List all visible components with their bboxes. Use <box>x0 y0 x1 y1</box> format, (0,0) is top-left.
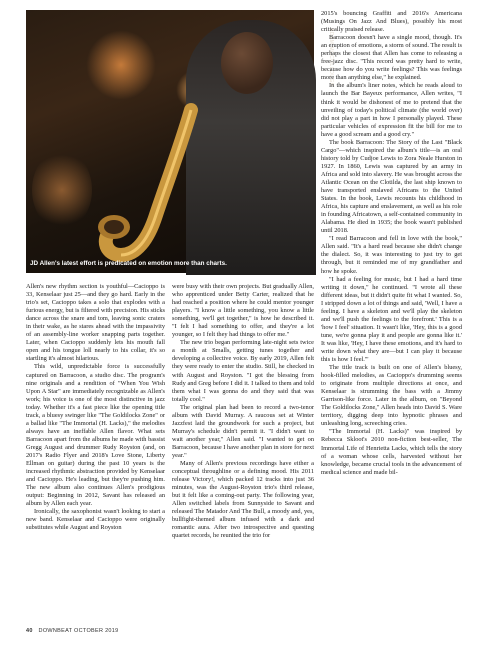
page-number: 40 <box>26 628 33 634</box>
paragraph: The book Barracoon: The Story of the Last "Black Cargo"—which inspired the album's title—is an oral history told by Cudjoe Lewis to Zora Neale Hurston in 1927. In 1860, Lewis was captured by an army in Africa and sold into slavery. He was brought across the Atlantic Ocean on the Clotilda, the last ship known to have transported enslaved Africans to the United States. In the book, Lewis recounts his childhood in Africa, his capture and enslavement, as well as his role in founding Africatown, a self-contained community in Alabama. He died in 1935; the book wasn't published until 2018. <box>321 138 462 235</box>
paragraph: "I read Barracoon and fell in love with the book," Allen said. "It's a hard read because she didn't change the dialect. So, it was interesting to just try to get through, but it reminded me of my grandfather and how he spoke. <box>321 235 462 275</box>
background-light <box>86 30 156 100</box>
paragraph: The original plan had been to record a two-tenor album with David Murray. A raucous set at Winter Jazzfest laid the groundwork for such a project, but Murray's schedule didn't permit it. "I didn't want to wait another year," Allen said. "I wanted to get on Barracoon, because I have another plan in store for next year." <box>172 403 314 459</box>
page-footer <box>26 628 119 634</box>
paragraph: Allen's new rhythm section is youthful—Cacioppo is 33, Kenselaar just 25—and they go hard. Early in the trio's set, Cacioppo takes a solo that explodes with a furious energy, but is filtered with precision. His sticks dance across the snare and tom, leaving sonic craters in their wake, as he stares ahead with the impassivity of an assembly-line worker snapping parts together. Later, when Cacioppo suddenly lets his mouth fall open and his tongue loll nearly to his collar, it's so startling it's almost hilarious. <box>26 283 166 363</box>
paragraph: In the album's liner notes, which he reads aloud to launch the Bar Bayeux performance, Allen writes, "I think it would be dishonest of me to pretend that the unveiling of today's political climate (the world over) did not play a part in how I personally played. These particular vehicles of expression fit the bill for me to have a good scream and a good cry." <box>321 82 462 138</box>
paragraph: This wild, unpredictable force is successfully captured on Barracoon, a studio disc. The program's nine originals and a rendition of "When You Wish Upon A Star" are immediately recognizable as Allen's work; his voice is one of the most distinctive in jazz today. Whether it's a fast piece like the opening title track, a bluesy swinger like "The Goldilocks Zone" or a ballad like "The Immortal (H. Lacks)," the melodies always have an ineffable Allen flavor. What sets Barracoon apart from the albums he made with bassist Gregg August and drummer Rudy Royston (and, on 2017's Radio Flyer and 2018's Love Stone, Liberty Ellman on guitar) during the past 10 years is the increased rhythmic abstraction provided by Kenselaar and Cacioppo. He's leading, but they're pushing him. The new album also continues Allen's prodigious output: Beginning in 2012, Savant has released an album by Allen each year. <box>26 363 165 508</box>
paragraph: "I had a feeling for music, but I had a hard time writing it down," he continued. "I wrote all these different ideas, but it didn't quite fit what I wanted. So, I stripped down a lot of things and said, 'Well, I have a feeling. I have a skeleton and we'll play the skeleton and we'll push the feelings to the forefront.' This is a 'how I feel' situation. It wasn't like, 'Hey, this is a good tune, we're gonna play it and people are gonna like it.' It was like, 'Hey, I have these emotions, and it's hard to write down what they are—but I can play it because this is how I feel.'" <box>321 275 462 364</box>
paragraph: The new trio began performing late-night sets twice a month at Smalls, getting tunes together and developing a collective voice. By early 2019, Allen felt they were ready to enter the studio. Still, he checked in with August and Royston. "I got the blessing from Rudy and Greg before I did it. I talked to them and told them what I was gonna do and they said that was totally cool." <box>172 339 314 403</box>
saxophone-illustration <box>96 105 216 275</box>
feature-photo <box>26 10 334 273</box>
paragraph: Barracoon doesn't have a single mood, though. It's an eruption of emotions, a storm of sound. The result is perhaps the closest that Allen has come to releasing a free-jazz disc. "This record was pretty hard to write, because how do you write feelings? This was feelings more than anything else," he explained. <box>321 34 462 82</box>
article-column-3 <box>321 10 462 477</box>
article-column-2 <box>172 283 314 541</box>
paragraph: "The Immortal (H. Lacks)" was inspired by Rebecca Skloot's 2010 non-fiction best-seller, The Immortal Life of Henrietta Lacks, which tells the story of a woman whose cells, harvested without her knowledge, became crucial tools in the advancement of medical science and made bil- <box>321 428 462 476</box>
article-column-1 <box>26 283 165 532</box>
paragraph: Many of Allen's previous recordings have either a conceptual throughline or a defining mood. His 2011 release Victory!, which packed 12 tracks into just 36 minutes, was the August-Royston trio's third release, but it felt like a coming-out party. The following year, Allen switched labels from Sunnyside to Savant and released The Matador And The Bull, a moody and, yes, bullfight-themed album infused with a dark and romantic aura. After two introspective and questing quartet records, he reunited the trio for <box>172 460 314 540</box>
background-light <box>32 150 92 230</box>
paragraph: were busy with their own projects. But gradually Allen, who apprenticed under Betty Carter, realized that he had reached a position where he could mentor younger players. "I know a little something, you know a little something, we'll get together," is how he described it. "I felt I had something to offer, and they're a lot younger, so I felt they had things to offer me." <box>172 283 314 339</box>
publication-name: DOWNBEAT OCTOBER 2019 <box>38 628 119 634</box>
photo-caption: JD Allen's latest effort is predicated on emotion more than charts. <box>30 260 227 267</box>
photo-credit: ADAM MCCULLOUGH <box>328 28 334 87</box>
paragraph: Ironically, the saxophonist wasn't looking to start a new band. Kenselaar and Cacioppo were originally substitutes while August and Royston <box>26 508 165 532</box>
paragraph: 2015's bouncing Graffiti and 2016's Americana (Musings On Jazz And Blues), possibly his most critically praised release. <box>321 10 462 34</box>
paragraph: The title track is built on one of Allen's bluesy, hook-filled melodies, as Cacioppo's drumming seems to originate from multiple directions at once, and Kenselaar is strumming the bass with a Jimmy Garrison-like force. Later in the album, on "Beyond The Goldilocks Zone," Allen heads into David S. Ware territory, digging deep into hypnotic phrases and unleashing long, screeching cries. <box>321 364 462 428</box>
musician-head <box>221 32 273 94</box>
